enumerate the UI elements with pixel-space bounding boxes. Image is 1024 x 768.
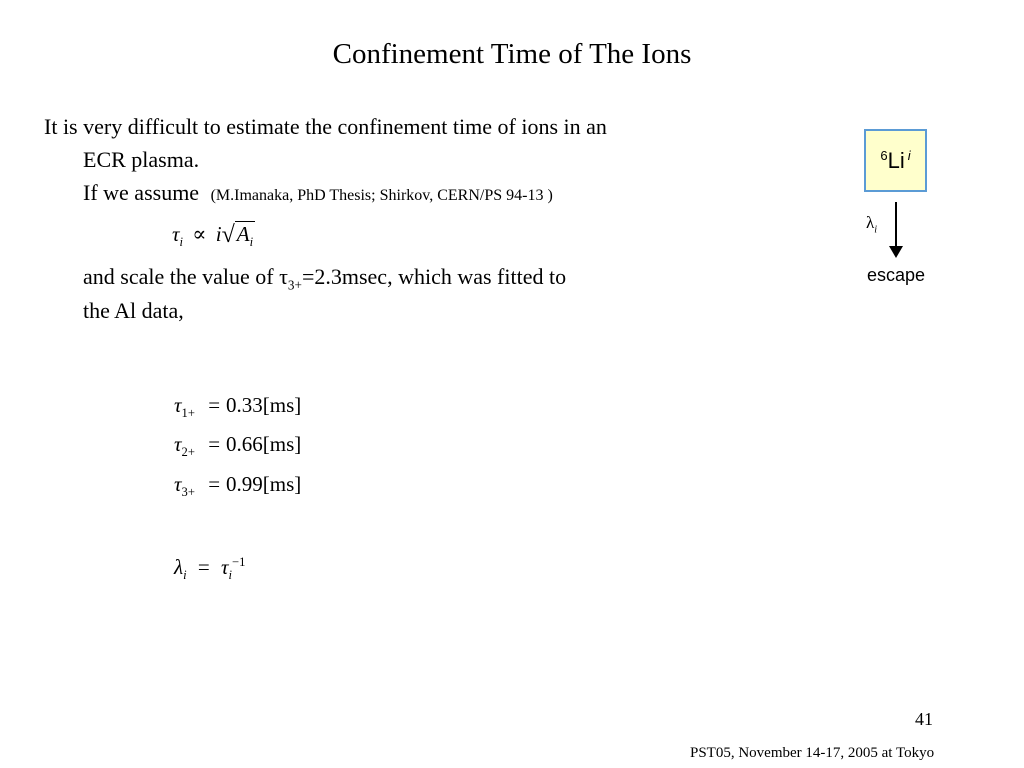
intro-line-1: It is very difficult to estimate the confinement time of ions in an [44,114,607,139]
assume-reference: (M.Imanaka, PhD Thesis; Shirkov, CERN/PS 94-13 ) [210,187,553,204]
equation-tau-1: $\tau_{1+} = 0.33[ms]$ [174,393,302,421]
equation-tau-2: $\tau_{2+} = 0.66[ms]$ [174,432,302,460]
proportionality-formula: $\tau_i \propto i√A_i$ [172,222,254,250]
lambda-tau-relation: $\lambda_i = \tau_i^{-1}$ [174,555,246,583]
assume-label: If we assume [83,180,200,205]
lambda-label: $\lambda_i$ [866,213,878,236]
slide-title: Confinement Time of The Ions [332,38,692,70]
scale-line-1: and scale the value of $\tau_{3+}=2.3msec$, which was fitted to [83,264,567,293]
lithium-ion-box: $^6$Li $^i$ [864,129,927,192]
intro-line-2: ECR plasma. [83,147,200,172]
escape-arrow-shaft [895,202,897,248]
escape-label: escape [867,265,926,285]
assume-line [83,176,553,212]
scale-line-2: the Al data, [83,298,184,323]
footer-text: PST05, November 14-17, 2005 at Tokyo [690,745,935,761]
page-number: 41 [915,709,933,729]
equation-tau-3: $\tau_{3+} = 0.99[ms]$ [174,472,302,500]
down-arrow-icon [889,246,903,258]
